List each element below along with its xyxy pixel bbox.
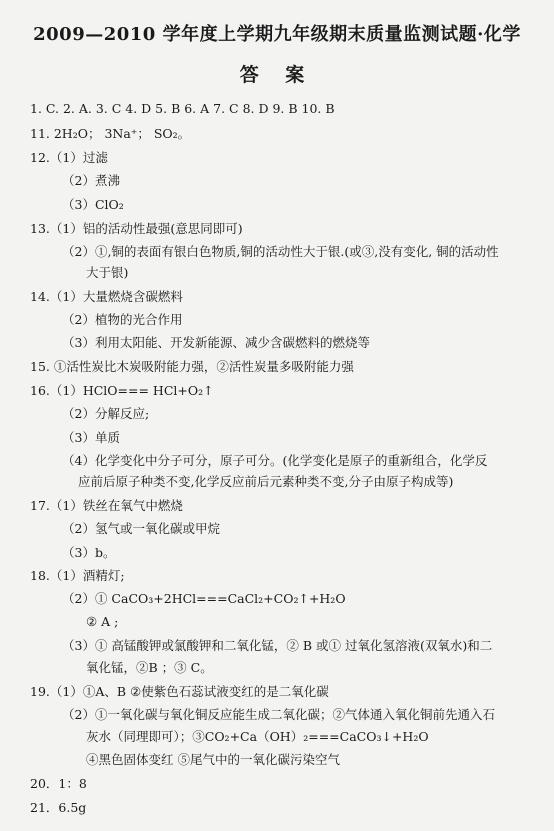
answer-line-q18-2a: （2）① CaCO₃+2HCl===CaCl₂+CO₂↑+H₂O — [62, 591, 346, 606]
answer-line-q21: 21．6.5g — [30, 800, 87, 815]
answer-line-q17-3: （3）b。 — [62, 545, 116, 560]
answer-line-q13-2b: 大于银) — [86, 265, 129, 280]
answer-line-q20: 20．1：8 — [30, 776, 87, 791]
answer-line-q16-3: （3）单质 — [62, 430, 120, 445]
answer-line-q19-2c: ④黑色固体变红 ⑤尾气中的一氧化碳污染空气 — [86, 752, 340, 767]
answer-line-q12-1: 12.（1）过滤 — [30, 150, 108, 165]
answer-line-q18-3a: （3）① 高锰酸钾或氯酸钾和二氧化锰，② B 或① 过氧化氢溶液(双氧水)和二 — [62, 638, 493, 653]
answer-line-q11: 11. 2H₂O； 3Na⁺； SO₂。 — [30, 126, 191, 141]
answer-line-q12-3: （3）ClO₂ — [62, 197, 124, 212]
answer-line-q16-4b: 应前后原子种类不变,化学反应前后元素种类不变,分子由原子构成等) — [78, 474, 454, 489]
answer-line-q14-2: （2）植物的光合作用 — [62, 312, 183, 327]
answer-line-q19-2b: 灰水（同理即可）；③CO₂+Ca（OH）₂===CaCO₃↓+H₂O — [86, 729, 429, 744]
answer-line-q16-4a: （4）化学变化中分子可分，原子可分。(化学变化是原子的重新组合，化学反 — [62, 453, 488, 468]
answer-line-q12-2: （2）煮沸 — [62, 173, 120, 188]
answer-line-q19-1: 19.（1）①A、B ②使紫色石蕊试液变红的是二氧化碳 — [30, 684, 329, 699]
answer-line-q17-2: （2）氢气或一氧化碳或甲烷 — [62, 521, 220, 536]
answer-line-q14-1: 14.（1）大量燃烧含碳燃料 — [30, 289, 183, 304]
answer-line-q18-3b: 氧化锰，②B ；③ C。 — [86, 660, 213, 675]
answer-line-q19-2a: （2）①一氧化碳与氧化铜反应能生成二氧化碳；②气体通入氧化铜前先通入石 — [62, 707, 495, 722]
answer-line-q16-2: （2）分解反应; — [62, 406, 150, 421]
answer-line-q16-1: 16.（1）HClO=== HCl+O₂↑ — [30, 383, 214, 398]
answer-line-q15: 15. ①活性炭比木炭吸附能力强，②活性炭量多吸附能力强 — [30, 359, 354, 374]
answer-line-q18-2b: ② A ; — [86, 614, 119, 629]
answer-line-q13-1: 13.（1）铝的活动性最强(意思同即可) — [30, 221, 243, 236]
answer-line-q13-2a: （2）①,铜的表面有银白色物质,铜的活动性大于银.(或③,没有变化, 铜的活动性 — [62, 244, 499, 259]
answer-line-q17-1: 17.（1）铁丝在氧气中燃烧 — [30, 498, 183, 513]
answer-heading: 答 案 — [239, 64, 315, 86]
answer-line-q14-3: （3）利用太阳能、开发新能源、减少含碳燃料的燃烧等 — [62, 335, 370, 350]
answer-line-q18-1: 18.（1）酒精灯; — [30, 568, 125, 583]
answer-line-q1-10: 1. C. 2. A. 3. C 4. D 5. B 6. A 7. C 8. D 9. B 10. B — [30, 101, 335, 116]
page-title: 2009—2010 学年度上学期九年级期末质量监测试题·化学 — [33, 24, 521, 45]
